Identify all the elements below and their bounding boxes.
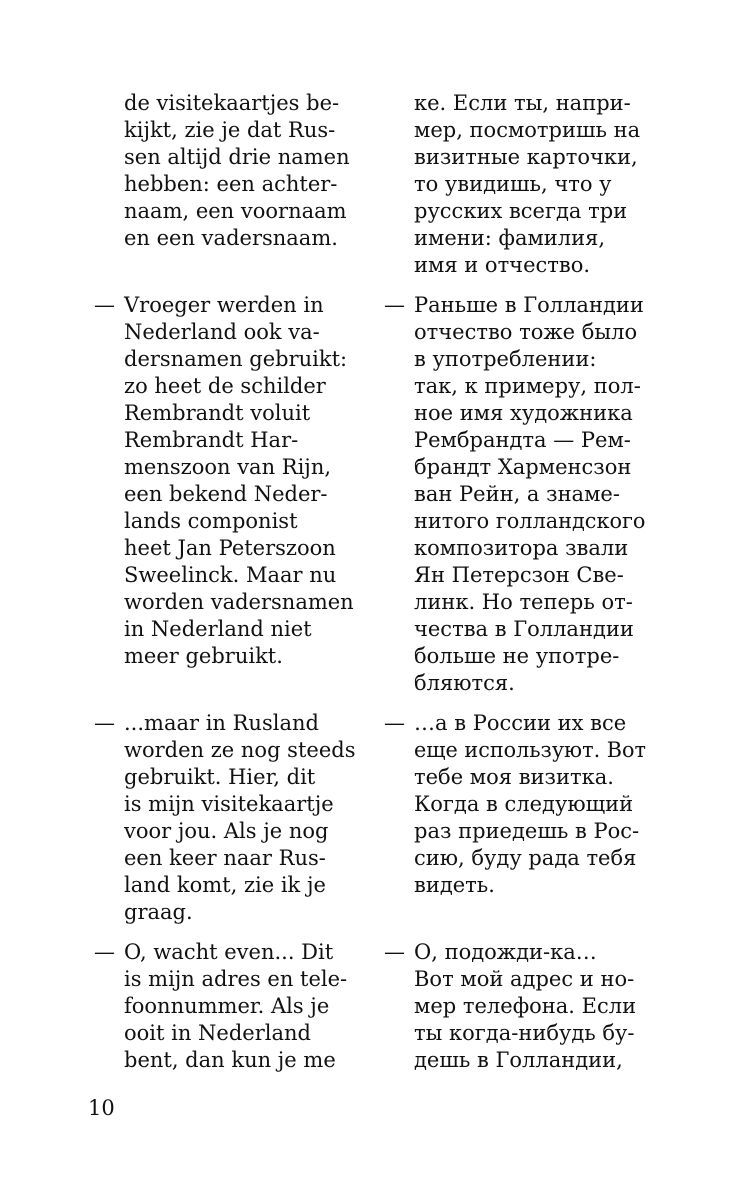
text-line: lands componist bbox=[124, 509, 298, 533]
text-line: is mijn visitekaartje bbox=[124, 792, 334, 816]
text-line: dersnamen gebruikt: bbox=[124, 347, 348, 371]
text-line: больше не употре- bbox=[414, 644, 620, 668]
dialogue-dash: — bbox=[94, 293, 115, 317]
text-line: раз приедешь в Рос- bbox=[414, 819, 640, 843]
dialogue-dash: — bbox=[94, 711, 115, 735]
text-line: линк. Но теперь от- bbox=[414, 590, 633, 614]
text-line: брандт Харменсзон bbox=[414, 455, 632, 479]
text-line: in Nederland niet bbox=[124, 617, 312, 641]
text-line: Рембрандта — Рем- bbox=[414, 428, 631, 452]
text-line: een bekend Neder- bbox=[124, 482, 328, 506]
text-line: zo heet de schilder bbox=[124, 374, 326, 398]
dialogue-dash: — bbox=[384, 293, 405, 317]
text-line: в употреблении: bbox=[414, 347, 597, 371]
text-line: is mijn adres en tele- bbox=[124, 967, 348, 991]
dialogue-dash: — bbox=[384, 940, 405, 964]
text-line: een keer naar Rus- bbox=[124, 846, 326, 870]
text-line: мер телефона. Если bbox=[414, 994, 637, 1018]
text-line: …а в России их все bbox=[414, 711, 627, 735]
text-line: ты когда-нибудь бу- bbox=[414, 1021, 635, 1045]
text-line: land komt, zie ik je bbox=[124, 873, 326, 897]
text-line: Rembrandt voluit bbox=[124, 401, 311, 425]
text-line: визитные карточки, bbox=[414, 145, 638, 169]
text-line: worden vadersnamen bbox=[124, 590, 354, 614]
text-line: дешь в Голландии, bbox=[414, 1048, 623, 1072]
text-line: сию, буду рада тебя bbox=[414, 846, 637, 870]
text-line: русских всегда три bbox=[414, 199, 628, 223]
text-line: имени: фамилия, bbox=[414, 226, 606, 250]
text-line: en een vadersnaam. bbox=[124, 226, 338, 250]
text-line: О, подожди-ка… bbox=[414, 940, 597, 964]
text-line: Vroeger werden in bbox=[124, 293, 324, 317]
text-line: kijkt, zie je dat Rus- bbox=[124, 118, 336, 142]
text-line: Когда в следующий bbox=[414, 792, 634, 816]
page-number: 10 bbox=[88, 1096, 115, 1120]
text-line: ван Рейн, а знаме- bbox=[414, 482, 620, 506]
dialogue-dash: — bbox=[94, 940, 115, 964]
text-line: композитора звали bbox=[414, 536, 629, 560]
text-line: мер, посмотришь на bbox=[414, 118, 641, 142]
text-line: bent, dan kun je me bbox=[124, 1048, 336, 1072]
text-line: menszoon van Rijn, bbox=[124, 455, 332, 479]
text-line: отчество тоже было bbox=[414, 320, 638, 344]
text-line: de visitekaartjes be- bbox=[124, 91, 340, 115]
text-line: видеть. bbox=[414, 873, 495, 897]
text-line: имя и отчество. bbox=[414, 253, 591, 277]
text-line: heet Jan Peterszoon bbox=[124, 536, 336, 560]
text-line: чества в Голландии bbox=[414, 617, 634, 641]
text-line: O, wacht even... Dit bbox=[124, 940, 334, 964]
text-line: sen altijd drie namen bbox=[124, 145, 350, 169]
text-line: Rembrandt Har- bbox=[124, 428, 299, 452]
text-line: graag. bbox=[124, 900, 193, 924]
text-line: так, к примеру, пол- bbox=[414, 374, 641, 398]
text-line: meer gebruikt. bbox=[124, 644, 283, 668]
text-line: Ян Петерсзон Све- bbox=[414, 563, 624, 587]
text-line: Раньше в Голландии bbox=[414, 293, 644, 317]
text-line: foonnummer. Als je bbox=[124, 994, 330, 1018]
text-line: ке. Если ты, напри- bbox=[414, 91, 631, 115]
text-line: worden ze nog steeds bbox=[124, 738, 356, 762]
text-line: нитого голландского bbox=[414, 509, 646, 533]
text-line: Вот мой адрес и но- bbox=[414, 967, 635, 991]
text-line: naam, een voornaam bbox=[124, 199, 347, 223]
text-line: Nederland ook va- bbox=[124, 320, 320, 344]
text-line: ooit in Nederland bbox=[124, 1021, 311, 1045]
text-line: тебе моя визитка. bbox=[414, 765, 614, 789]
text-line: gebruikt. Hier, dit bbox=[124, 765, 316, 789]
text-line: еще используют. Вот bbox=[414, 738, 646, 762]
text-line: Sweelinck. Maar nu bbox=[124, 563, 337, 587]
text-line: voor jou. Als je nog bbox=[124, 819, 329, 843]
text-line: то увидишь, что у bbox=[414, 172, 612, 196]
dialogue-dash: — bbox=[384, 711, 405, 735]
text-line: ...maar in Rusland bbox=[124, 711, 319, 735]
text-line: hebben: een achter- bbox=[124, 172, 338, 196]
text-line: бляются. bbox=[414, 671, 515, 695]
text-line: ное имя художника bbox=[414, 401, 633, 425]
